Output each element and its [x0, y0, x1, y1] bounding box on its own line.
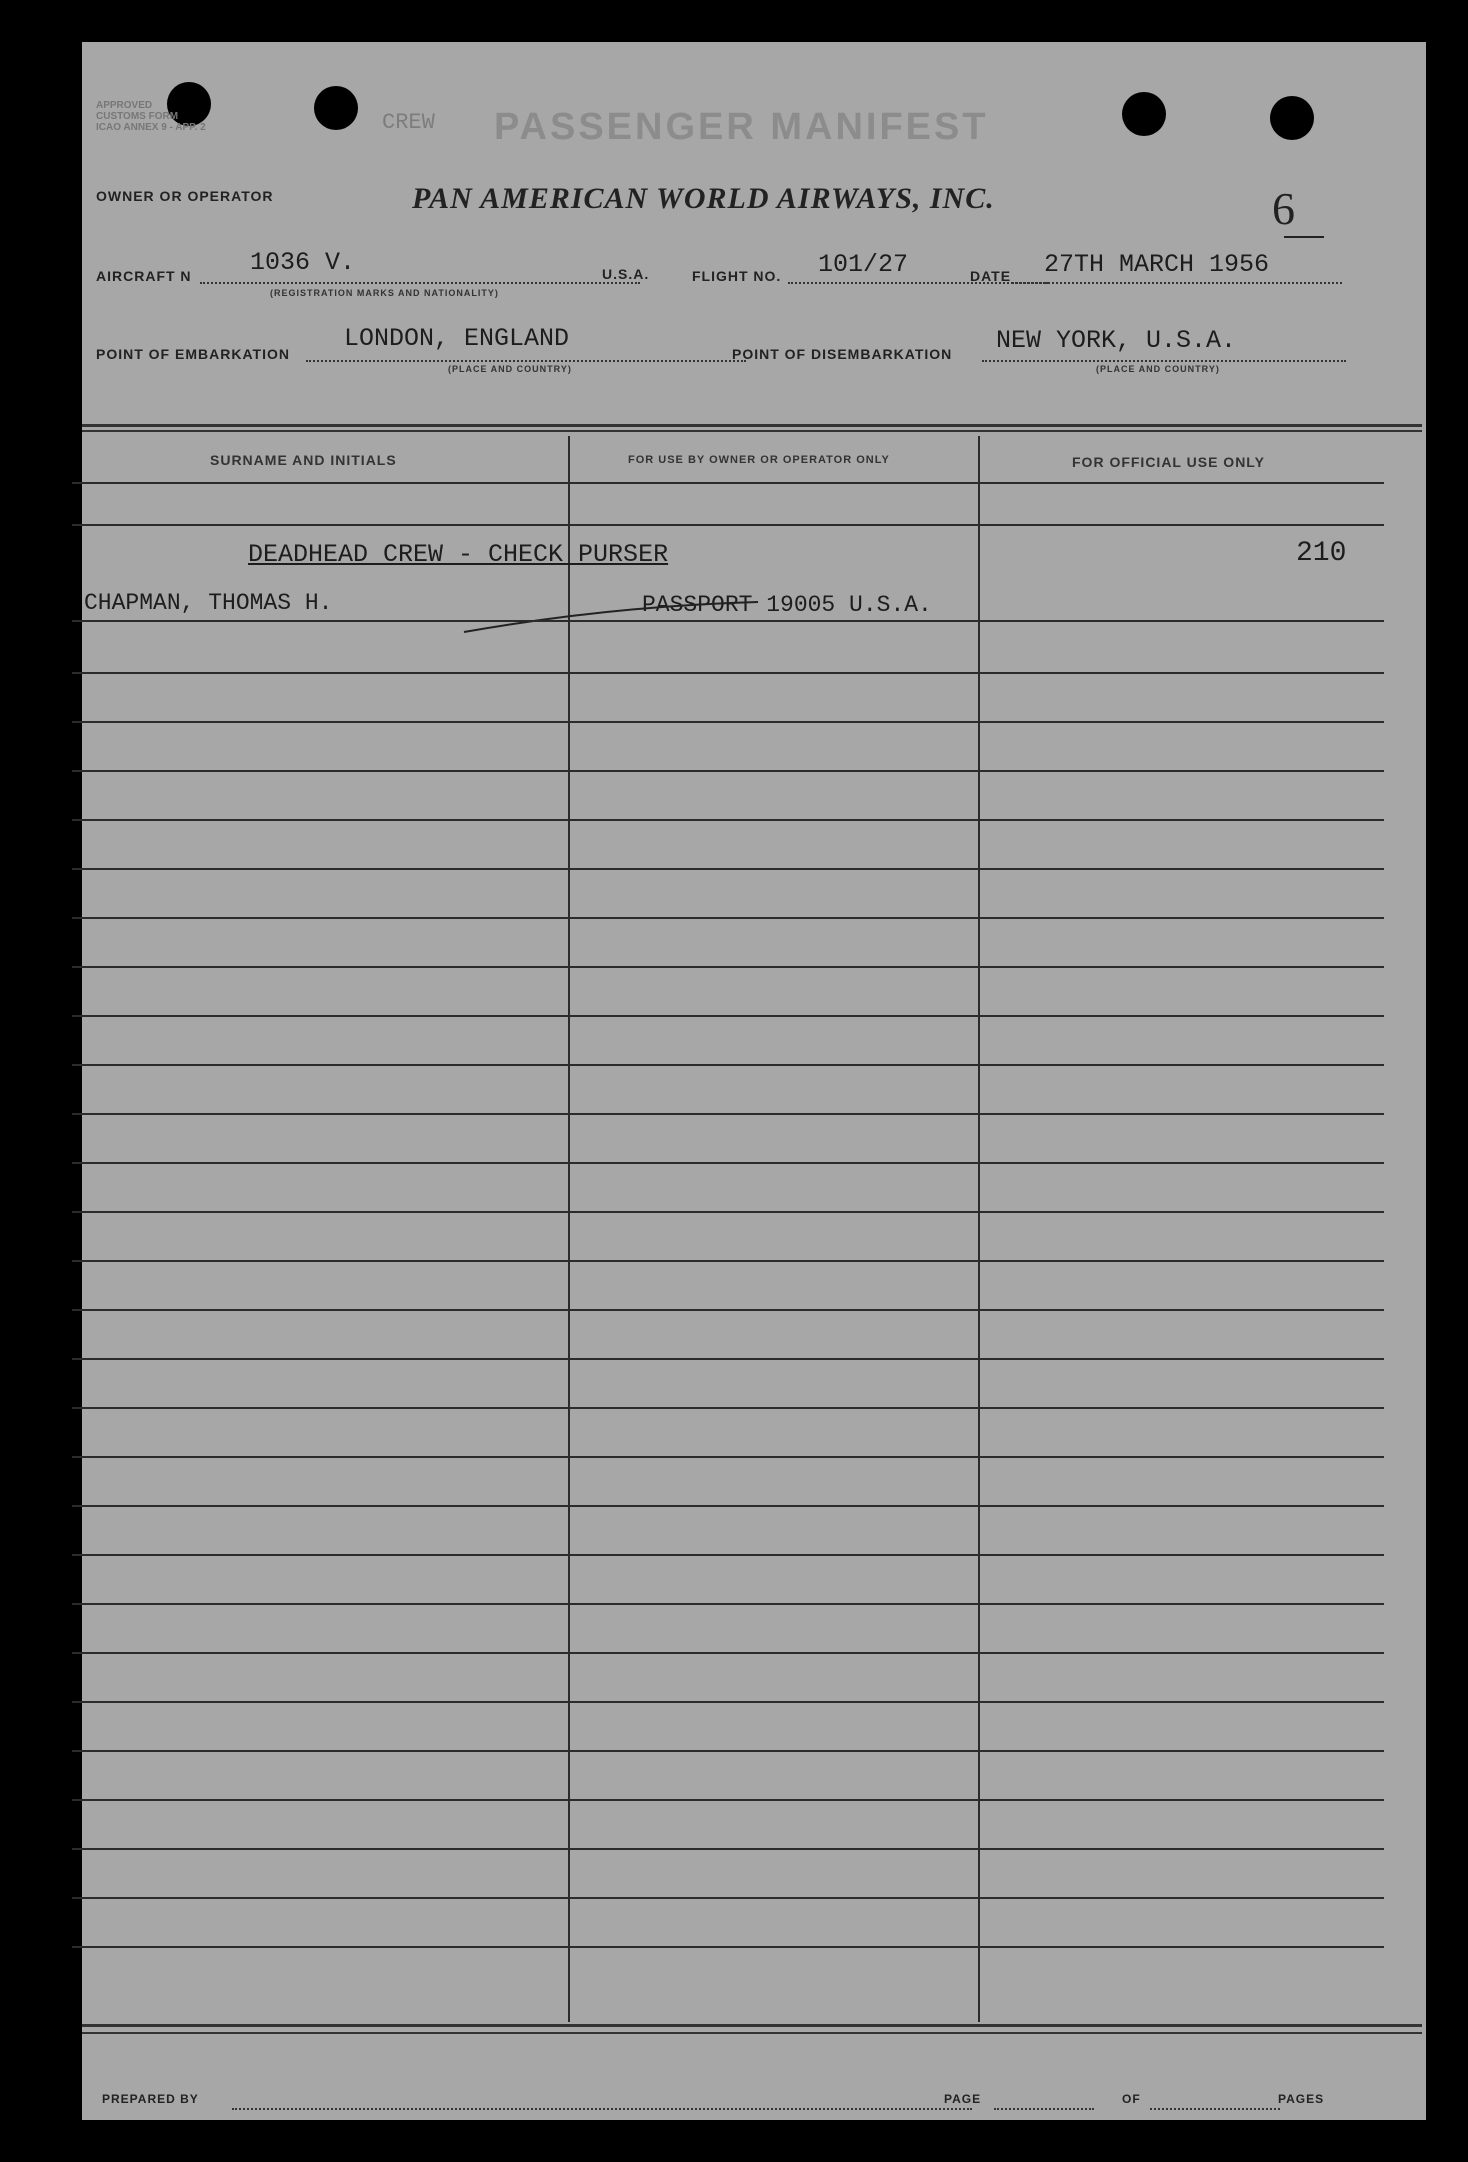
aircraft-underline: [200, 282, 640, 284]
ruled-line: [72, 1946, 1384, 1948]
header-operator-use: FOR USE BY OWNER OR OPERATOR ONLY: [628, 454, 890, 466]
embarkation-underline: [306, 360, 746, 362]
flight-number: 101/27: [818, 250, 909, 279]
section-number: 210: [1296, 538, 1347, 569]
separator-top: [82, 424, 1422, 427]
disembarkation-caption: (PLACE AND COUNTRY): [1096, 364, 1220, 374]
form-title: PASSENGER MANIFEST: [494, 106, 989, 148]
ruled-line: [72, 1505, 1384, 1507]
stamp-line: ICAO ANNEX 9 - APP. 2: [96, 122, 206, 133]
usa-label: U.S.A.: [602, 266, 650, 282]
stamp-line: CUSTOMS FORM: [96, 111, 179, 122]
header-official-use: FOR OFFICIAL USE ONLY: [1072, 454, 1265, 470]
ruled-line: [72, 966, 1384, 968]
ruled-line: [72, 1162, 1384, 1164]
date-label: DATE: [970, 268, 1012, 284]
separator-second: [82, 430, 1422, 432]
ruled-line: [72, 1015, 1384, 1017]
punch-hole-3: [1122, 92, 1166, 136]
registration-caption: (REGISTRATION MARKS AND NATIONALITY): [270, 288, 499, 298]
ruled-line: [72, 482, 1384, 484]
ruled-line: [72, 819, 1384, 821]
embarkation-label: POINT OF EMBARKATION: [96, 346, 290, 362]
disembarkation-place: NEW YORK, U.S.A.: [996, 326, 1237, 355]
separator-bottom: [82, 2024, 1422, 2027]
separator-bottom-second: [82, 2032, 1422, 2034]
ruled-line: [72, 672, 1384, 674]
punch-hole-2: [314, 86, 358, 130]
section-note: DEADHEAD CREW - CHECK PURSER: [248, 540, 669, 569]
page-mark: 6: [1272, 183, 1295, 234]
passenger-name: CHAPMAN, THOMAS H.: [84, 590, 333, 616]
ruled-line: [72, 1554, 1384, 1556]
passenger-operator-use: PASSPORT 19005 U.S.A.: [642, 592, 932, 618]
ruled-line: [72, 524, 1384, 526]
ruled-line: [72, 1799, 1384, 1801]
ruled-line: [72, 868, 1384, 870]
ruled-line: [72, 917, 1384, 919]
disembarkation-underline: [982, 360, 1346, 362]
aircraft-number: 1036 V.: [250, 248, 356, 277]
ruled-line: [72, 1848, 1384, 1850]
operator-name: PAN AMERICAN WORLD AIRWAYS, INC.: [412, 182, 995, 215]
flight-date: 27TH MARCH 1956: [1044, 250, 1270, 279]
approval-stamp: [96, 100, 206, 133]
ruled-line: [72, 1358, 1384, 1360]
ruled-line: [72, 770, 1384, 772]
disembarkation-label: POINT OF DISEMBARKATION: [732, 346, 953, 362]
embarkation-caption: (PLACE AND COUNTRY): [448, 364, 572, 374]
ruled-line: [72, 721, 1384, 723]
ruled-line: [72, 1309, 1384, 1311]
manifest-sheet: [82, 42, 1426, 2120]
ruled-line: [72, 1603, 1384, 1605]
ruled-line: [72, 1456, 1384, 1458]
ruled-line: [72, 1701, 1384, 1703]
owner-operator-label: OWNER OR OPERATOR: [96, 188, 274, 204]
punch-hole-4: [1270, 96, 1314, 140]
embarkation-place: LONDON, ENGLAND: [344, 324, 570, 353]
header-surname: SURNAME AND INITIALS: [210, 452, 397, 468]
page-underline: [994, 2108, 1094, 2110]
date-underline: [1012, 282, 1342, 284]
ruled-line: [72, 1897, 1384, 1899]
stamp-line: APPROVED: [96, 100, 153, 111]
ruled-line: [72, 1113, 1384, 1115]
flight-no-label: FLIGHT NO.: [692, 268, 782, 284]
prepared-by-underline: [232, 2108, 972, 2110]
ruled-line: [72, 1211, 1384, 1213]
ruled-line: [72, 1064, 1384, 1066]
page-label: PAGE: [944, 2092, 982, 2106]
pen-stroke: [462, 598, 762, 638]
of-label: OF: [1122, 2092, 1141, 2106]
ruled-line: [72, 1750, 1384, 1752]
page-mark-underline: [1284, 236, 1324, 238]
aircraft-label: AIRCRAFT N: [96, 268, 192, 284]
crew-word: CREW: [382, 110, 435, 135]
ruled-line: [72, 620, 1384, 622]
prepared-by-label: PREPARED BY: [102, 2092, 199, 2106]
pages-label: PAGES: [1278, 2092, 1325, 2106]
ruled-line: [72, 1652, 1384, 1654]
ruled-line: [72, 1260, 1384, 1262]
ruled-line: [72, 1407, 1384, 1409]
of-underline: [1150, 2108, 1280, 2110]
